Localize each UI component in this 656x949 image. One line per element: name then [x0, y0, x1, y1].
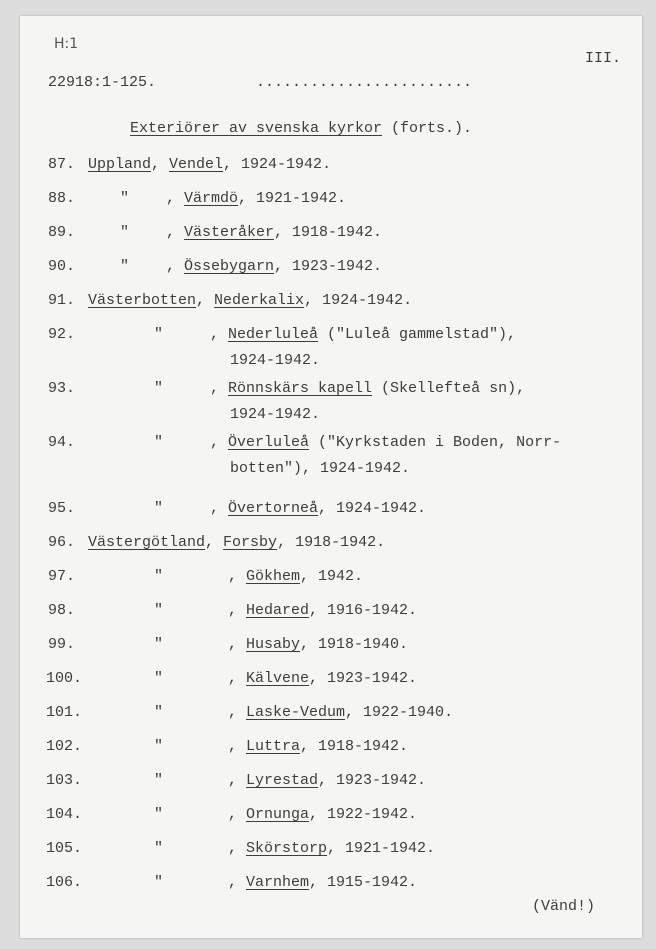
entry-separator: , [228, 806, 247, 823]
entry-separator: , [210, 434, 229, 451]
entry-place: Västeråker [184, 224, 275, 241]
entry-number: 106. [46, 874, 83, 891]
entry-body [166, 190, 346, 207]
entry-details: , 1918-1942. [277, 534, 386, 551]
entry-body [228, 670, 417, 687]
entry-number: 94. [48, 434, 76, 451]
entry-number: 90. [48, 258, 76, 275]
entry-details: , 1918-1940. [300, 636, 409, 653]
entry-province: Västerbotten [88, 292, 197, 309]
entry-place: Hedared [246, 602, 310, 619]
entry-province: " [154, 704, 164, 721]
entry-details: ("Luleå gammelstad"), [318, 326, 517, 343]
entry-place: Vendel [169, 156, 224, 173]
entry-place: Varnhem [246, 874, 310, 891]
turn-over-note: (Vänd!) [532, 898, 596, 915]
entry-separator: , [228, 840, 247, 857]
entry-province: " [154, 434, 164, 451]
entry-place: Husaby [246, 636, 301, 653]
entry-separator: , [228, 602, 247, 619]
entry-separator: , [228, 670, 247, 687]
entry-place: Nederkalix [214, 292, 305, 309]
catalog-code: 22918:1-125. [48, 74, 157, 91]
entry-details: , 1923-1942. [274, 258, 383, 275]
entry-number: 100. [46, 670, 83, 687]
entry-number: 89. [48, 224, 76, 241]
entry-number: 88. [48, 190, 76, 207]
entry-body [228, 738, 408, 755]
entry-separator: , [228, 874, 247, 891]
entry-details: , 1942. [300, 568, 364, 585]
entry-number: 99. [48, 636, 76, 653]
entry-province: " [154, 806, 164, 823]
entry-place: Lyrestad [246, 772, 319, 789]
entry-place: Kälvene [246, 670, 310, 687]
entry-province: " [154, 636, 164, 653]
entry-place: Nederluleå [228, 326, 319, 343]
entry-details: , 1924-1942. [318, 500, 427, 517]
entry-province: " [120, 258, 130, 275]
entry-body [228, 568, 363, 585]
entry-number: 97. [48, 568, 76, 585]
entry-place: Össebygarn [184, 258, 275, 275]
entry-body [228, 806, 417, 823]
entry-place: Forsby [223, 534, 278, 551]
entry-province: Uppland [88, 156, 152, 173]
handwritten-mark: H:1 [54, 36, 79, 52]
entry-province: " [154, 602, 164, 619]
entry-separator: , [166, 258, 185, 275]
entry-separator: , [210, 500, 229, 517]
entry-number: 101. [46, 704, 83, 721]
catalog-card [20, 16, 642, 938]
entry-place: Övertorneå [228, 500, 319, 517]
entry-separator: , [210, 380, 229, 397]
entry-place: Värmdö [184, 190, 239, 207]
entry-details: , 1921-1942. [327, 840, 436, 857]
entry-separator: , [196, 292, 215, 309]
entry-body [210, 326, 516, 343]
entry-continuation: botten"), 1924-1942. [230, 460, 411, 477]
entry-province: " [154, 568, 164, 585]
entry-body [228, 704, 453, 721]
entry-number: 95. [48, 500, 76, 517]
entry-body [88, 292, 412, 309]
entry-number: 104. [46, 806, 83, 823]
entry-separator: , [210, 326, 229, 343]
entry-place: Luttra [246, 738, 301, 755]
entry-details: , 1924-1942. [223, 156, 332, 173]
entry-details: , 1923-1942. [318, 772, 427, 789]
entry-separator: , [228, 568, 247, 585]
entry-province: Västergötland [88, 534, 206, 551]
entry-body [210, 434, 561, 451]
entry-body [228, 874, 417, 891]
entry-place: Ornunga [246, 806, 310, 823]
entry-province: " [154, 738, 164, 755]
entry-number: 92. [48, 326, 76, 343]
entry-details: , 1915-1942. [309, 874, 418, 891]
entry-place: Skörstorp [246, 840, 328, 857]
entry-body [88, 534, 385, 551]
entry-province: " [154, 874, 164, 891]
entry-body [228, 840, 435, 857]
entry-details: ("Kyrkstaden i Boden, Norr- [309, 434, 562, 451]
entry-separator: , [151, 156, 170, 173]
entry-body [210, 500, 426, 517]
entry-details: , 1918-1942. [300, 738, 409, 755]
entry-province: " [154, 380, 164, 397]
entry-details: , 1923-1942. [309, 670, 418, 687]
entry-details: , 1924-1942. [304, 292, 413, 309]
dotted-leader: ........................ [256, 74, 473, 91]
entry-province: " [154, 500, 164, 517]
entry-separator: , [166, 190, 185, 207]
entry-separator: , [228, 738, 247, 755]
entry-number: 102. [46, 738, 83, 755]
heading-suffix: (forts.). [382, 120, 473, 137]
entry-details: (Skellefteå sn), [372, 380, 526, 397]
entry-details: , 1922-1940. [345, 704, 454, 721]
entry-separator: , [205, 534, 224, 551]
entry-details: , 1918-1942. [274, 224, 383, 241]
entry-body [228, 772, 426, 789]
entry-body [228, 636, 408, 653]
entry-body [88, 156, 331, 173]
entry-number: 87. [48, 156, 76, 173]
entry-continuation: 1924-1942. [230, 352, 321, 369]
entry-separator: , [228, 636, 247, 653]
heading-title: Exteriörer av svenska kyrkor [130, 120, 383, 137]
entry-number: 98. [48, 602, 76, 619]
entry-place: Gökhem [246, 568, 301, 585]
entry-list [20, 16, 642, 938]
entry-body [166, 258, 382, 275]
entry-province: " [154, 326, 164, 343]
entry-province: " [154, 840, 164, 857]
entry-province: " [120, 224, 130, 241]
entry-place: Rönnskärs kapell [228, 380, 373, 397]
entry-continuation: 1924-1942. [230, 406, 321, 423]
entry-separator: , [166, 224, 185, 241]
entry-body [210, 380, 525, 397]
entry-number: 96. [48, 534, 76, 551]
entry-province: " [154, 670, 164, 687]
entry-body [166, 224, 382, 241]
entry-number: 93. [48, 380, 76, 397]
entry-body [228, 602, 417, 619]
entry-details: , 1922-1942. [309, 806, 418, 823]
entry-number: 91. [48, 292, 76, 309]
entry-province: " [154, 772, 164, 789]
entry-separator: , [228, 704, 247, 721]
entry-place: Laske-Vedum [246, 704, 346, 721]
entry-number: 105. [46, 840, 83, 857]
entry-details: , 1921-1942. [238, 190, 347, 207]
entry-number: 103. [46, 772, 83, 789]
entry-separator: , [228, 772, 247, 789]
page-number: III. [585, 50, 622, 67]
entry-place: Överluleå [228, 434, 310, 451]
entry-details: , 1916-1942. [309, 602, 418, 619]
entry-province: " [120, 190, 130, 207]
